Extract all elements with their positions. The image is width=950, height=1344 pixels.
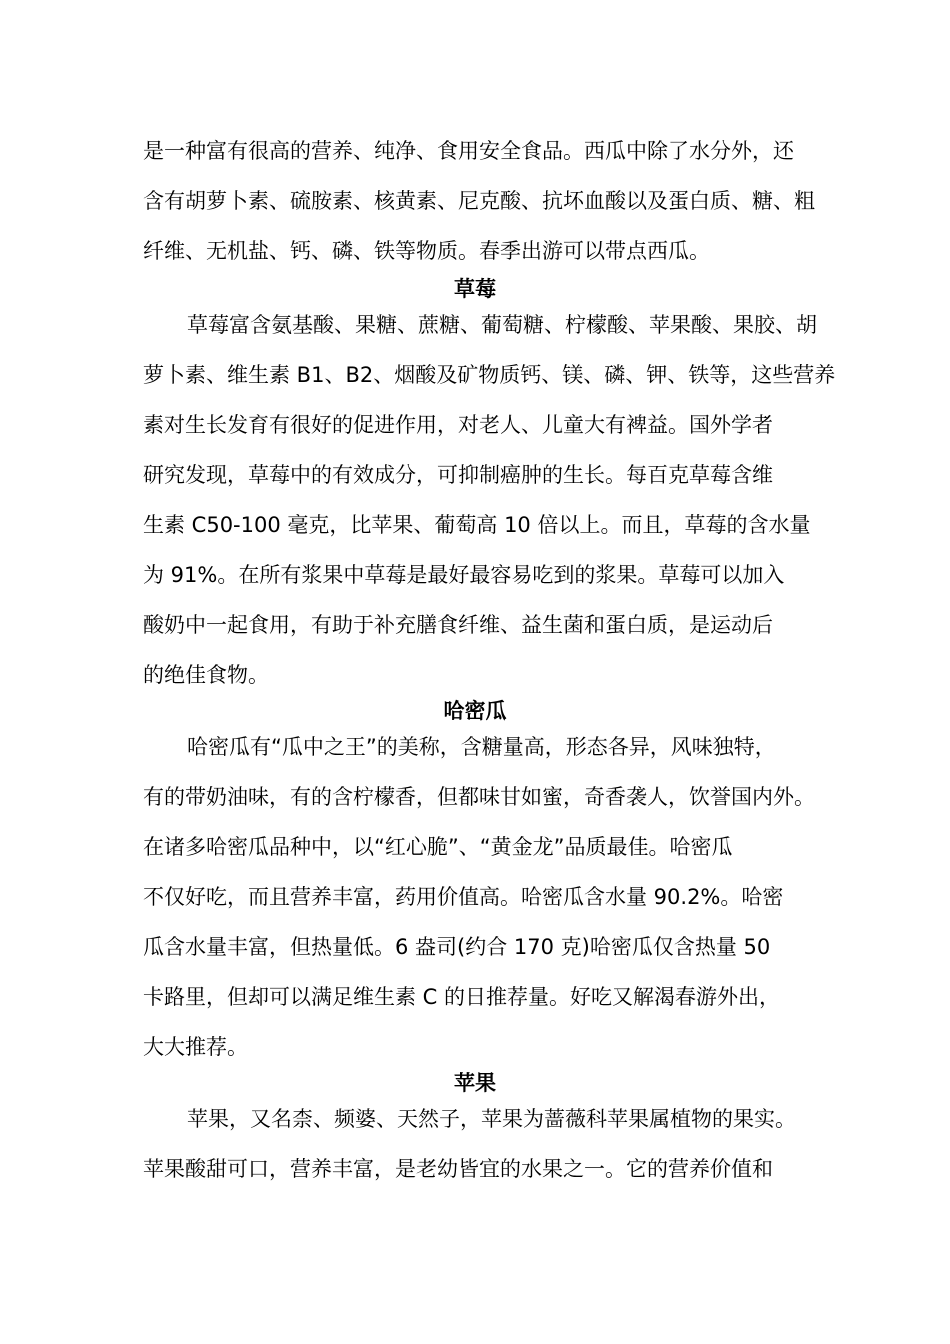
paragraph-line: 萝卜素、维生素 B1、B2、烟酸及矿物质钙、镁、磷、钾、铁等，这些营养: [143, 363, 836, 387]
paragraph-line: 纤维、无机盐、钙、磷、铁等物质。春季出游可以带点西瓜。: [143, 239, 710, 263]
paragraph-line: 草莓富含氨基酸、果糖、蔗糖、葡萄糖、柠檬酸、苹果酸、果胶、胡: [187, 313, 817, 337]
paragraph-line: 不仅好吃，而且营养丰富，药用价值高。哈密瓜含水量 90.2%。哈密: [143, 885, 784, 909]
paragraph-line: 素对生长发育有很好的促进作用，对老人、儿童大有裨益。国外学者: [143, 413, 773, 437]
paragraph-line: 研究发现，草莓中的有效成分，可抑制癌肿的生长。每百克草莓含维: [143, 463, 773, 487]
paragraph-line: 含有胡萝卜素、硫胺素、核黄素、尼克酸、抗坏血酸以及蛋白质、糖、粗: [143, 189, 815, 213]
paragraph-line: 酸奶中一起食用，有助于补充膳食纤维、益生菌和蛋白质，是运动后: [143, 613, 773, 637]
paragraph-line: 有的带奶油味，有的含柠檬香，但都味甘如蜜，奇香袭人，饮誉国内外。: [143, 785, 815, 809]
paragraph-line: 苹果酸甜可口，营养丰富，是老幼皆宜的水果之一。它的营养价值和: [143, 1157, 773, 1181]
paragraph-line: 大大推荐。: [143, 1035, 248, 1059]
paragraph-line: 卡路里，但却可以满足维生素 C 的日推荐量。好吃又解渴春游外出，: [143, 985, 781, 1009]
section-heading-hami-melon: 哈密瓜: [443, 699, 507, 723]
paragraph-line: 为 91%。在所有浆果中草莓是最好最容易吃到的浆果。草莓可以加入: [143, 563, 785, 587]
paragraph-line: 苹果，又名柰、频婆、天然子，苹果为蔷薇科苹果属植物的果实。: [187, 1107, 796, 1131]
paragraph-line: 瓜含水量丰富，但热量低。6 盎司(约合 170 克)哈密瓜仅含热量 50: [143, 935, 771, 959]
section-heading-strawberry: 草莓: [454, 277, 496, 301]
paragraph-line: 是一种富有很高的营养、纯净、食用安全食品。西瓜中除了水分外，还: [143, 139, 794, 163]
paragraph-line: 的绝佳食物。: [143, 663, 269, 687]
paragraph-line: 在诸多哈密瓜品种中，以“红心脆”、“黄金龙”品质最佳。哈密瓜: [143, 835, 733, 859]
paragraph-line: 哈密瓜有“瓜中之王”的美称，含糖量高，形态各异，风味独特，: [187, 735, 776, 759]
paragraph-line: 生素 C50-100 毫克，比苹果、葡萄高 10 倍以上。而且，草莓的含水量: [143, 513, 811, 537]
section-heading-apple: 苹果: [454, 1071, 496, 1095]
